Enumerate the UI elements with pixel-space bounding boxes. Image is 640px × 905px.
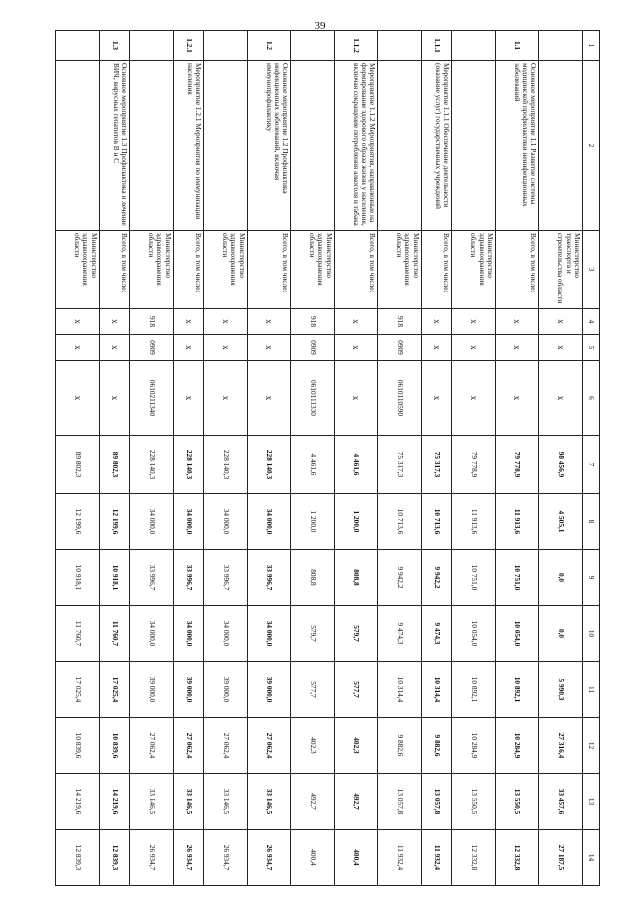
amount-cell: 12 199,6 (99, 494, 130, 550)
amount-cell: 34 000,0 (204, 494, 248, 550)
amount-cell: 11 932,4 (378, 830, 422, 886)
amount-cell: 12 332,8 (452, 830, 496, 886)
amount-cell: 14 219,6 (56, 774, 100, 830)
section-cell: 0909 (378, 335, 422, 361)
amount-cell: 27 062,4 (130, 718, 174, 774)
table-row (204, 31, 248, 886)
amount-cell: 26 934,7 (204, 830, 248, 886)
row-code-cell (452, 31, 496, 61)
amount-cell: 75 317,3 (421, 436, 452, 494)
amount-cell: 492,7 (291, 774, 335, 830)
amount-cell: 33 146,5 (130, 774, 174, 830)
amount-cell: 808,8 (291, 550, 335, 606)
amount-cell: 34 000,0 (173, 494, 204, 550)
amount-cell: 1 200,0 (334, 494, 378, 550)
table-row (495, 31, 539, 886)
amount-cell: 33 996,7 (204, 550, 248, 606)
table-row (130, 31, 174, 886)
row-name-cell (539, 61, 583, 231)
amount-cell: 9 474,3 (378, 606, 422, 662)
row-executor-cell: Министерство транспорта и строительства области (539, 231, 583, 309)
table-row (291, 31, 335, 886)
row-executor-cell: Министерство здравоохранения области (56, 231, 100, 309)
amount-cell: 228 140,3 (247, 436, 291, 494)
amount-cell: 10 284,9 (495, 718, 539, 774)
amount-cell: 9 942,2 (421, 550, 452, 606)
amount-cell: 9 882,6 (421, 718, 452, 774)
target-article-cell: х (421, 361, 452, 436)
section-cell: х (421, 335, 452, 361)
row-code-cell: 1.3 (99, 31, 130, 61)
amount-cell: 400,4 (291, 830, 335, 886)
amount-cell: 27 316,4 (539, 718, 583, 774)
section-cell: х (99, 335, 130, 361)
header-cell: 6 (583, 361, 600, 436)
amount-cell: 11 913,6 (495, 494, 539, 550)
amount-cell: 9 882,6 (378, 718, 422, 774)
row-executor-cell: Всего, в том числе: (247, 231, 291, 309)
row-executor-cell: Министерство здравоохранения области (452, 231, 496, 309)
row-name-cell: Основное мероприятие 1.1 Развитие системы медицинской профилактики неинфекционных заболеваний (495, 61, 539, 231)
header-cell: 12 (583, 718, 600, 774)
amount-cell: 10 314,4 (378, 662, 422, 718)
row-name-cell: Основное мероприятие 1.2 Профилактика инфекционных заболеваний, включая иммунопрофилактику (247, 61, 291, 231)
amount-cell: 12 839,3 (99, 830, 130, 886)
table-row (247, 31, 291, 886)
target-article-cell: 0610110590 (378, 361, 422, 436)
amount-cell: 75 317,3 (378, 436, 422, 494)
table-row (378, 31, 422, 886)
grbs-cell: х (334, 309, 378, 335)
amount-cell: 579,7 (334, 606, 378, 662)
amount-cell: 39 000,0 (130, 662, 174, 718)
budget-table (55, 30, 600, 886)
amount-cell: 492,7 (334, 774, 378, 830)
amount-cell: 577,7 (334, 662, 378, 718)
grbs-cell: х (173, 309, 204, 335)
amount-cell: 33 146,5 (204, 774, 248, 830)
amount-cell: 10 751,0 (452, 550, 496, 606)
amount-cell: 39 000,0 (247, 662, 291, 718)
table-row (452, 31, 496, 886)
amount-cell: 402,3 (334, 718, 378, 774)
grbs-cell: х (495, 309, 539, 335)
amount-cell: 808,8 (334, 550, 378, 606)
target-article-cell: х (173, 361, 204, 436)
amount-cell: 577,7 (291, 662, 335, 718)
target-article-cell: х (56, 361, 100, 436)
row-executor-cell: Всего, в том числе: (173, 231, 204, 309)
amount-cell: 17 025,4 (56, 662, 100, 718)
header-cell: 2 (583, 61, 600, 231)
section-cell: х (539, 335, 583, 361)
row-code-cell: 1.1.2 (334, 31, 378, 61)
section-cell: х (204, 335, 248, 361)
amount-cell: 79 778,9 (495, 436, 539, 494)
amount-cell: 27 062,4 (247, 718, 291, 774)
amount-cell: 27 062,4 (173, 718, 204, 774)
target-article-cell: х (204, 361, 248, 436)
amount-cell: 12 199,6 (56, 494, 100, 550)
section-cell: х (495, 335, 539, 361)
target-article-cell: х (247, 361, 291, 436)
amount-cell: 228 140,3 (130, 436, 174, 494)
row-code-cell: 1.1.1 (421, 31, 452, 61)
amount-cell: 402,3 (291, 718, 335, 774)
amount-cell: 34 000,0 (204, 606, 248, 662)
row-code-cell (130, 31, 174, 61)
amount-cell: 33 146,5 (247, 774, 291, 830)
amount-cell: 11 760,7 (56, 606, 100, 662)
row-name-cell (130, 61, 174, 231)
amount-cell: 89 802,3 (56, 436, 100, 494)
amount-cell: 10 054,0 (452, 606, 496, 662)
row-executor-cell: Всего, в том числе: (421, 231, 452, 309)
row-executor-cell: Министерство здравоохранения области (204, 231, 248, 309)
row-code-cell (56, 31, 100, 61)
table-body (56, 31, 583, 886)
row-executor-cell: Всего, в том числе: (495, 231, 539, 309)
amount-cell: 14 219,6 (99, 774, 130, 830)
grbs-cell: х (539, 309, 583, 335)
amount-cell: 34 000,0 (173, 606, 204, 662)
amount-cell: 10 839,6 (99, 718, 130, 774)
row-name-cell (452, 61, 496, 231)
header-cell: 9 (583, 550, 600, 606)
amount-cell: 39 000,0 (173, 662, 204, 718)
amount-cell: 11 913,6 (452, 494, 496, 550)
row-executor-cell: Министерство здравоохранения области (130, 231, 174, 309)
amount-cell: 4 461,6 (291, 436, 335, 494)
grbs-cell: х (247, 309, 291, 335)
section-cell: х (334, 335, 378, 361)
amount-cell: 5 990,3 (539, 662, 583, 718)
amount-cell: 0,0 (539, 550, 583, 606)
amount-cell: 33 996,7 (130, 550, 174, 606)
amount-cell: 13 550,5 (452, 774, 496, 830)
row-code-cell (204, 31, 248, 61)
amount-cell: 89 802,3 (99, 436, 130, 494)
amount-cell: 33 996,7 (173, 550, 204, 606)
amount-cell: 34 000,0 (130, 494, 174, 550)
page-number: 39 (314, 20, 326, 32)
amount-cell: 33 996,7 (247, 550, 291, 606)
grbs-cell: 918 (130, 309, 174, 335)
target-article-cell: х (334, 361, 378, 436)
amount-cell: 10 713,6 (378, 494, 422, 550)
amount-cell: 228 140,3 (204, 436, 248, 494)
amount-cell: 13 550,5 (495, 774, 539, 830)
grbs-cell: 918 (378, 309, 422, 335)
amount-cell: 10 054,0 (495, 606, 539, 662)
amount-cell: 10 918,1 (99, 550, 130, 606)
amount-cell: 1 200,0 (291, 494, 335, 550)
amount-cell: 579,7 (291, 606, 335, 662)
table-row (173, 31, 204, 886)
amount-cell: 17 025,4 (99, 662, 130, 718)
amount-cell: 10 314,4 (421, 662, 452, 718)
grbs-cell: 918 (291, 309, 335, 335)
section-cell: х (452, 335, 496, 361)
section-cell: х (56, 335, 100, 361)
header-cell: 3 (583, 231, 600, 309)
amount-cell: 26 934,7 (247, 830, 291, 886)
row-executor-cell: Министерство здравоохранения области (291, 231, 335, 309)
amount-cell: 12 332,8 (495, 830, 539, 886)
amount-cell: 10 839,6 (56, 718, 100, 774)
header-cell: 4 (583, 309, 600, 335)
amount-cell: 10 751,0 (495, 550, 539, 606)
row-code-cell: 1.1 (495, 31, 539, 61)
header-cell: 7 (583, 436, 600, 494)
amount-cell: 400,4 (334, 830, 378, 886)
target-article-cell: 0610211340 (130, 361, 174, 436)
amount-cell: 27 062,4 (204, 718, 248, 774)
row-code-cell: 1.2.1 (173, 31, 204, 61)
row-name-cell (204, 61, 248, 231)
table-row (334, 31, 378, 886)
amount-cell: 33 146,5 (173, 774, 204, 830)
grbs-cell: х (99, 309, 130, 335)
table-row (56, 31, 100, 886)
row-code-cell: 1.2 (247, 31, 291, 61)
amount-cell: 13 057,8 (421, 774, 452, 830)
section-cell: 0909 (130, 335, 174, 361)
amount-cell: 4 505,1 (539, 494, 583, 550)
table-row (421, 31, 452, 886)
amount-cell: 10 713,6 (421, 494, 452, 550)
header-row (583, 31, 600, 886)
amount-cell: 10 284,9 (452, 718, 496, 774)
row-executor-cell: Всего, в том числе: (99, 231, 130, 309)
row-name-cell: Мероприятие 1.1.1 Обеспечение деятельности (оказание услуг) государственных учреждений (421, 61, 452, 231)
section-cell: 0909 (291, 335, 335, 361)
row-name-cell: Мероприятие 1.1.2 Мероприятия, направленные на формирование здорового образа жизни у населения, включая сокращение потребления алкоголя и табака (334, 61, 378, 231)
grbs-cell: х (204, 309, 248, 335)
header-cell: 13 (583, 774, 600, 830)
grbs-cell: х (421, 309, 452, 335)
amount-cell: 27 187,5 (539, 830, 583, 886)
row-executor-cell: Всего, в том числе: (334, 231, 378, 309)
amount-cell: 98 456,9 (539, 436, 583, 494)
target-article-cell: х (99, 361, 130, 436)
row-executor-cell: Министерство здравоохранения области (378, 231, 422, 309)
amount-cell: 34 000,0 (130, 606, 174, 662)
header-cell: 11 (583, 662, 600, 718)
target-article-cell: х (539, 361, 583, 436)
header-cell: 1 (583, 31, 600, 61)
amount-cell: 12 839,3 (56, 830, 100, 886)
amount-cell: 0,0 (539, 606, 583, 662)
table-row (99, 31, 130, 886)
header-cell: 8 (583, 494, 600, 550)
row-name-cell (378, 61, 422, 231)
header-cell: 10 (583, 606, 600, 662)
amount-cell: 26 934,7 (130, 830, 174, 886)
section-cell: х (173, 335, 204, 361)
row-name-cell (291, 61, 335, 231)
row-name-cell: Основное мероприятие 1.3 Профилактика и лечение ВИЧ, вирусных гепатитов В и С (99, 61, 130, 231)
header-cell: 14 (583, 830, 600, 886)
amount-cell: 10 892,1 (495, 662, 539, 718)
amount-cell: 11 932,4 (421, 830, 452, 886)
rotated-table-container (55, 30, 600, 885)
amount-cell: 9 942,2 (378, 550, 422, 606)
amount-cell: 4 461,6 (334, 436, 378, 494)
target-article-cell: х (495, 361, 539, 436)
table-row (539, 31, 583, 886)
amount-cell: 10 892,1 (452, 662, 496, 718)
amount-cell: 10 918,1 (56, 550, 100, 606)
target-article-cell: х (452, 361, 496, 436)
amount-cell: 11 760,7 (99, 606, 130, 662)
amount-cell: 26 934,7 (173, 830, 204, 886)
grbs-cell: х (56, 309, 100, 335)
header-cell: 5 (583, 335, 600, 361)
amount-cell: 39 000,0 (204, 662, 248, 718)
amount-cell: 33 457,6 (539, 774, 583, 830)
row-name-cell (56, 61, 100, 231)
amount-cell: 13 057,8 (378, 774, 422, 830)
row-code-cell (378, 31, 422, 61)
row-code-cell (291, 31, 335, 61)
amount-cell: 228 140,3 (173, 436, 204, 494)
amount-cell: 34 000,0 (247, 494, 291, 550)
row-code-cell (539, 31, 583, 61)
amount-cell: 79 778,9 (452, 436, 496, 494)
section-cell: х (247, 335, 291, 361)
grbs-cell: х (452, 309, 496, 335)
row-name-cell: Мероприятие 1.2.1 Мероприятия по иммунизации населения (173, 61, 204, 231)
target-article-cell: 0610111330 (291, 361, 335, 436)
amount-cell: 34 000,0 (247, 606, 291, 662)
amount-cell: 9 474,3 (421, 606, 452, 662)
